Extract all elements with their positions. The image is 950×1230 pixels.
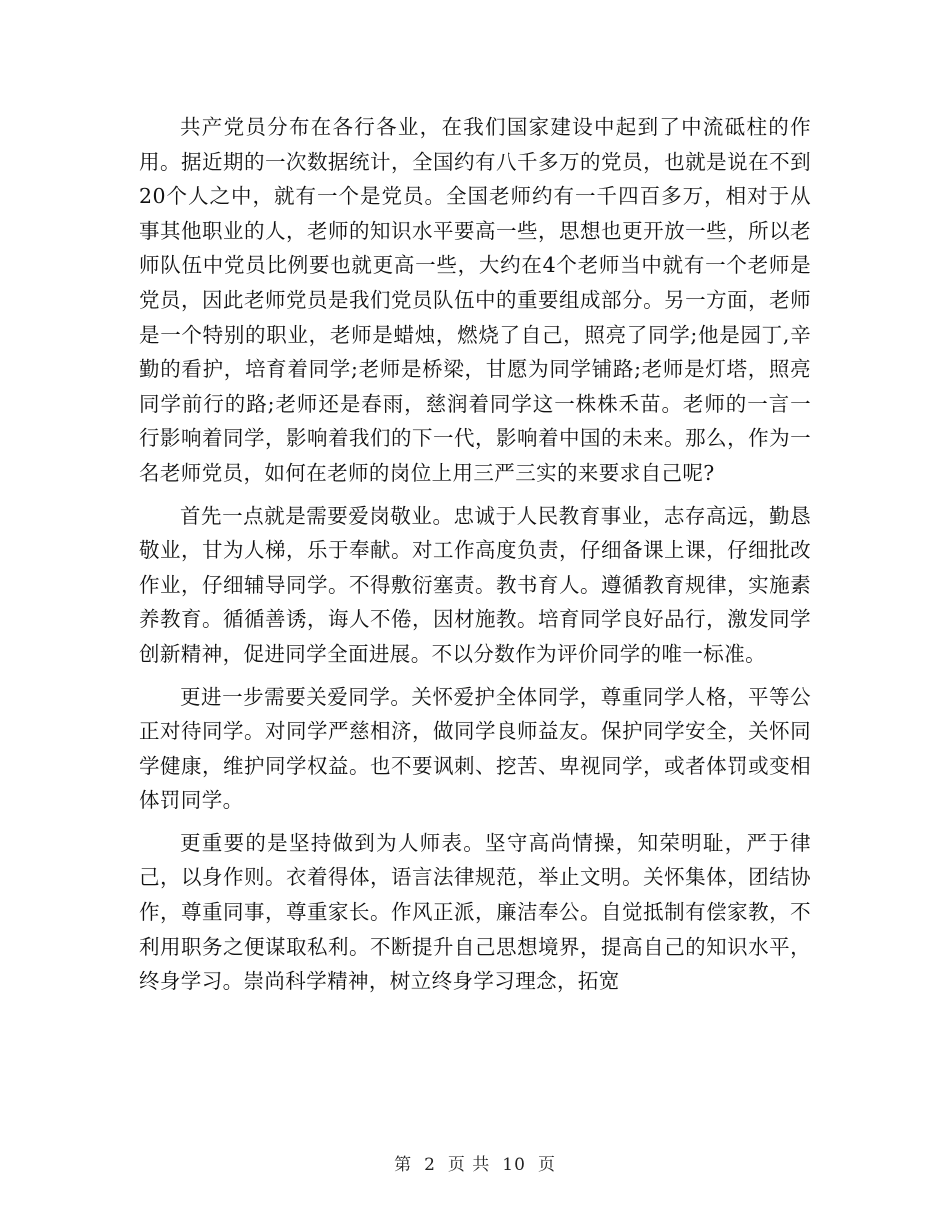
page-label-suffix: 页 (537, 1155, 556, 1175)
page-footer (0, 1150, 950, 1175)
page-label-mid: 页 共 (447, 1155, 491, 1175)
paragraph: 共产党员分布在各行各业，在我们国家建设中起到了中流砥柱的作用。据近期的一次数据统计，全国约有八千多万的党员，也就是说在不到20个人之中，就有一个是党员。全国老师约有一千四百多万，相对于从事其他职业的人，老师的知识水平要高一些，思想也更开放一些，所以老师队伍中党员比例要也就更高一些，大约在4个老师当中就有一个老师是党员，因此老师党员是我们党员队伍中的重要组成部分。另一方面，老师是一个特别的职业，老师是蜡烛，燃烧了自己，照亮了同学;他是园丁,辛勤的看护，培育着同学;老师是桥梁，甘愿为同学铺路;老师是灯塔，照亮同学前行的路;老师还是春雨，慈润着同学这一株株禾苗。老师的一言一行影响着同学，影响着我们的下一代，影响着中国的未来。那么，作为一名老师党员，如何在老师的岗位上用三严三实的来要求自己呢? (139, 115, 811, 485)
total-page-count: 10 (502, 1155, 526, 1175)
current-page-number: 2 (424, 1155, 436, 1175)
paragraph: 更进一步需要关爱同学。关怀爱护全体同学，尊重同学人格，平等公正对待同学。对同学严慈相济，做同学良师益友。保护同学安全，关怀同学健康，维护同学权益。也不要讽刺、挖苦、卑视同学，或者体罚或变相体罚同学。 (139, 684, 811, 813)
page-label-prefix: 第 (394, 1155, 413, 1175)
paragraph: 首先一点就是需要爱岗敬业。忠诚于人民教育事业，志存高远，勤恳敬业，甘为人梯，乐于奉献。对工作高度负责，仔细备课上课，仔细批改作业，仔细辅导同学。不得敷衍塞责。教书育人。遵循教育规律，实施素养教育。循循善诱，诲人不倦，因材施教。培育同学良好品行，激发同学创新精神，促进同学全面进展。不以分数作为评价同学的唯一标准。 (139, 503, 811, 666)
document-body (139, 110, 811, 1007)
paragraph: 更重要的是坚持做到为人师表。坚守高尚情操，知荣明耻，严于律己，以身作则。衣着得体，语言法律规范，举止文明。关怀集体，团结协作，尊重同事，尊重家长。作风正派，廉洁奉公。自觉抵制有偿家教，不利用职务之便谋取私利。不断提升自己思想境界，提高自己的知识水平，终身学习。崇尚科学精神，树立终身学习理念，拓宽 (139, 830, 811, 994)
